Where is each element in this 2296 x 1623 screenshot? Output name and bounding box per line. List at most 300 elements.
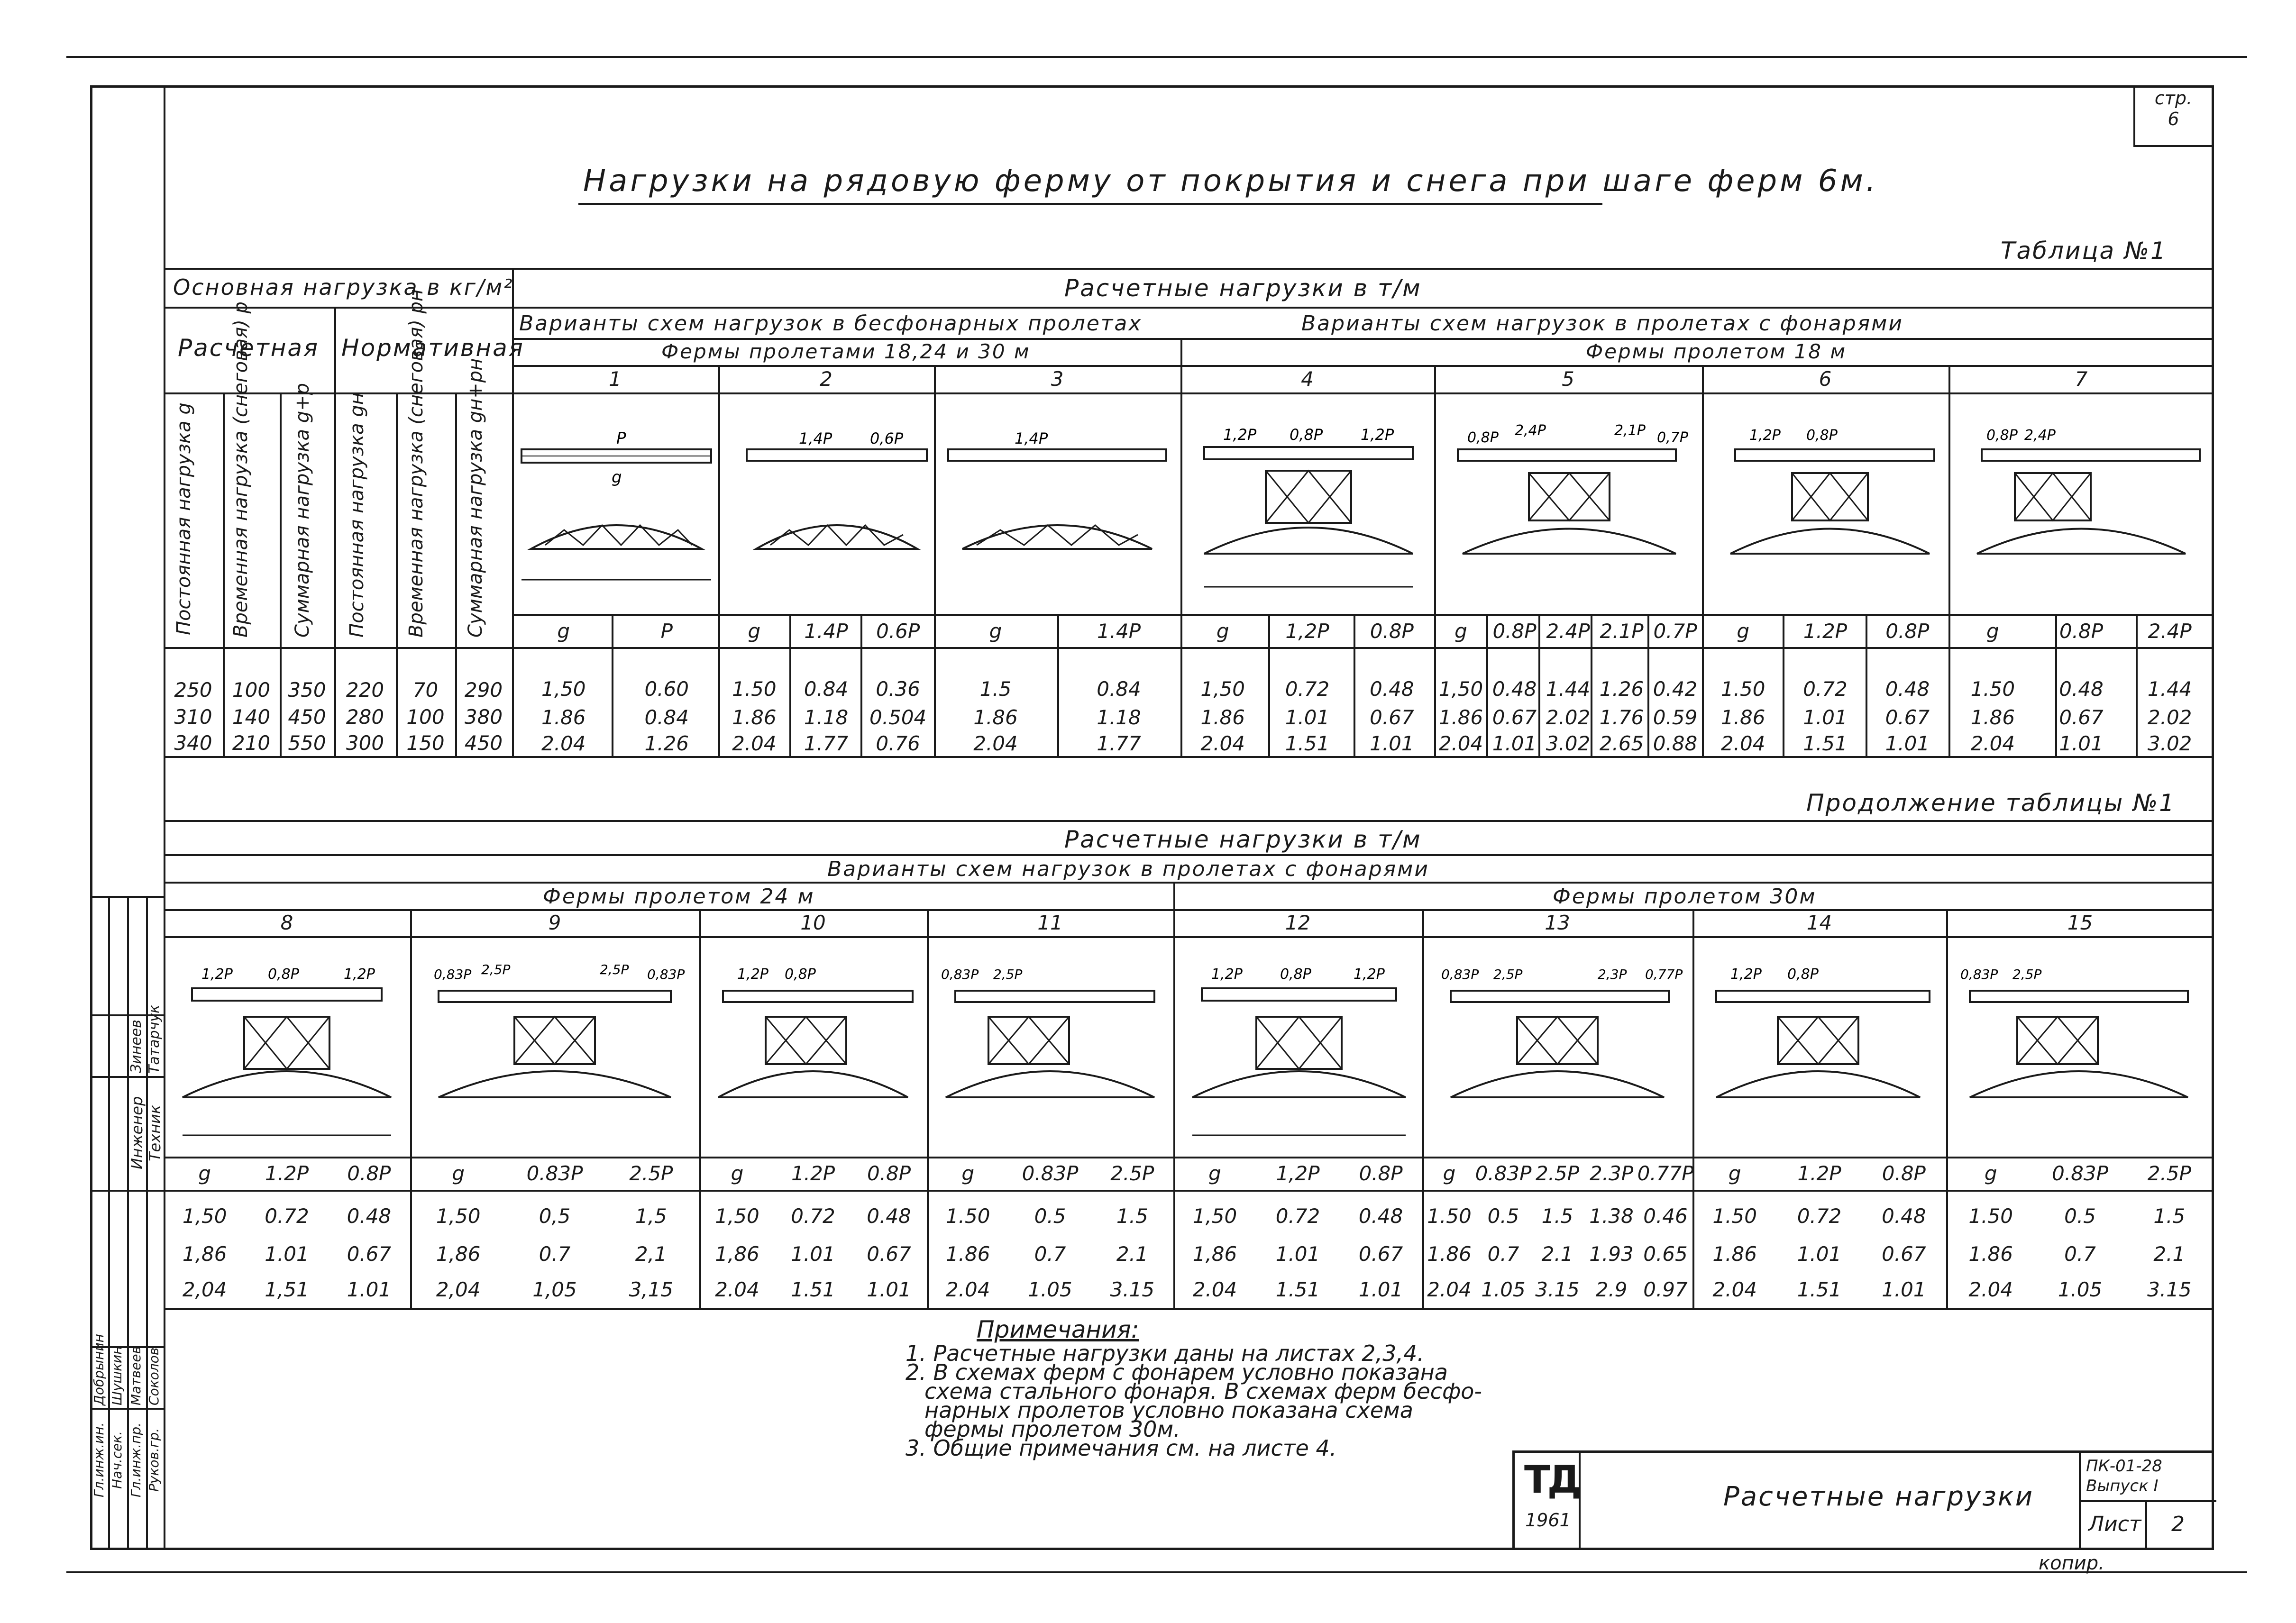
value-cell: 1.51 [1285, 731, 1330, 755]
base-cell: 250 [174, 678, 212, 702]
title-block [1512, 1450, 2214, 1550]
svg-text:1,2P: 1,2P [1354, 966, 1385, 983]
table-label: Таблица №1 [2001, 237, 2167, 264]
base-cell: 340 [174, 731, 212, 755]
value-cell: 1.86 [1720, 705, 1765, 729]
variant-num: 15 [2067, 911, 2093, 934]
value-header: 0.8P [347, 1161, 391, 1185]
trusses-18-header: Фермы пролетом 18 м [1586, 340, 1847, 363]
svg-text:2,4P: 2,4P [1515, 422, 1546, 439]
value-header: 0.6P [876, 619, 920, 643]
value-cell: 0.67 [347, 1242, 392, 1266]
svg-text:1,2P: 1,2P [1749, 427, 1781, 444]
value-cell: 0.48 [1370, 677, 1414, 701]
value-header: 2.5P [2147, 1161, 2191, 1185]
value-header: 0.83P [2052, 1161, 2108, 1185]
value-cell: 2.1 [1116, 1242, 1148, 1266]
variant-num: 3 [1051, 367, 1064, 391]
value-cell: 1,51 [265, 1277, 309, 1301]
value-cell: 1,50 [541, 677, 586, 701]
stamp-text: Добрынин [91, 1334, 107, 1405]
value-header: 2.3P [1589, 1161, 1634, 1185]
base-cell: 450 [288, 705, 326, 729]
svg-text:0,8P: 0,8P [1787, 966, 1819, 983]
value-cell: 0.48 [1358, 1204, 1403, 1228]
stamp-text: Матвеев [128, 1346, 144, 1405]
base-cell: 380 [464, 705, 503, 729]
value-cell: 0,5 [539, 1204, 571, 1228]
value-header: g [1443, 1161, 1456, 1185]
value-cell: 2.04 [1720, 731, 1765, 755]
svg-text:0,8P: 0,8P [268, 966, 299, 983]
stamp-text: Инженер [128, 1096, 146, 1170]
value-header: 0.8P [1882, 1161, 1926, 1185]
svg-text:1,4P: 1,4P [799, 429, 832, 447]
col-gp: Суммарная нагрузка g+p [292, 383, 313, 638]
truss-scheme-8 [164, 936, 410, 1157]
value-cell: 1.50 [1970, 677, 2015, 701]
value-cell: 1.01 [347, 1277, 392, 1301]
value-cell: 1.5 [979, 677, 1012, 701]
base-cell: 140 [232, 705, 271, 729]
value-cell: 1.5 [1541, 1204, 1573, 1228]
value-cell: 1.05 [2058, 1277, 2103, 1301]
value-header: g [731, 1161, 744, 1185]
value-cell: 1.01 [265, 1242, 309, 1266]
value-header: 2.1P [1600, 619, 1644, 643]
value-cell: 1.01 [1358, 1277, 1403, 1301]
value-header: 1.4P [1097, 619, 1141, 643]
stamp-text: Гл.инж.ин. [91, 1422, 107, 1498]
value-cell: 0.48 [1882, 1204, 1926, 1228]
note-line: 1. Расчетные нагрузки даны на листах 2,3,4. [906, 1340, 1424, 1366]
value-cell: 1.44 [2147, 677, 2192, 701]
value-cell: 0.7 [1034, 1242, 1066, 1266]
value-header: g [1737, 619, 1749, 643]
value-cell: 3.02 [1546, 731, 1591, 755]
value-cell: 0.76 [876, 731, 920, 755]
variant-num: 4 [1301, 367, 1314, 391]
value-header: 0.8P [2059, 619, 2104, 643]
value-cell: 0.7 [2064, 1242, 2096, 1266]
value-cell: 1,50 [436, 1204, 481, 1228]
variant-num: 6 [1819, 367, 1832, 391]
design-header: Расчетная [178, 334, 320, 362]
value-cell: 1.01 [1492, 731, 1537, 755]
svg-text:0,8P: 0,8P [1280, 966, 1311, 983]
value-cell: 1,50 [1200, 677, 1245, 701]
variant-num: 7 [2075, 367, 2088, 391]
value-header: 2.5P [629, 1161, 673, 1185]
svg-text:0,6P: 0,6P [870, 429, 904, 447]
note-line: 3. Общие примечания см. на листе 4. [906, 1435, 1337, 1461]
value-header: 0.8P [1370, 619, 1414, 643]
variants-no-lantern-header: Варианты схем нагрузок в бесфонарных пролетах [519, 311, 1143, 336]
base-cell: 310 [174, 705, 212, 729]
value-cell: 1.50 [1968, 1204, 2013, 1228]
stamp-text: Шушкин [109, 1346, 125, 1405]
value-cell: 0.88 [1653, 731, 1698, 755]
value-cell: 1.86 [1970, 705, 2015, 729]
value-header: 0.8P [867, 1161, 911, 1185]
value-cell: 0.65 [1643, 1242, 1688, 1266]
value-cell: 1.86 [1427, 1242, 1472, 1266]
value-header: 0.83P [526, 1161, 583, 1185]
value-header: g [748, 619, 761, 643]
value-header: g [1728, 1161, 1741, 1185]
value-cell: 1.77 [1097, 731, 1141, 755]
truss-scheme-3 [934, 392, 1180, 614]
value-cell: 1.05 [1028, 1277, 1072, 1301]
svg-text:2,5P: 2,5P [993, 967, 1023, 982]
value-cell: 1.44 [1546, 677, 1591, 701]
value-header: g [1986, 619, 1999, 643]
value-cell: 1.50 [1720, 677, 1765, 701]
value-cell: 0.7 [1487, 1242, 1519, 1266]
value-cell: 2.04 [1970, 731, 2015, 755]
value-cell: 2.04 [973, 731, 1018, 755]
svg-text:0,8P: 0,8P [1986, 427, 2018, 444]
value-cell: 1.5 [1116, 1204, 1148, 1228]
value-cell: 1,86 [436, 1242, 481, 1266]
svg-text:0,8P: 0,8P [1806, 427, 1838, 444]
base-cell: 150 [406, 731, 445, 755]
value-cell: 2.04 [1200, 731, 1245, 755]
value-header: 2.4P [2148, 619, 2192, 643]
outer-top-line [66, 56, 2247, 58]
value-header: g [1984, 1161, 1997, 1185]
value-header: 1.2P [1797, 1161, 1841, 1185]
variant-num: 10 [800, 911, 826, 934]
value-cell: 1,05 [532, 1277, 577, 1301]
value-cell: 1.86 [541, 705, 586, 729]
sheet-label: Лист [2088, 1512, 2141, 1536]
value-cell: 1,86 [182, 1242, 227, 1266]
value-cell: 1.86 [1200, 705, 1245, 729]
value-cell: 1.86 [973, 705, 1018, 729]
value-cell: 2,04 [436, 1277, 481, 1301]
base-cell: 100 [232, 678, 271, 702]
copy-note: копир. [2039, 1552, 2104, 1574]
variant-num: 1 [609, 367, 622, 391]
variant-num: 8 [280, 911, 293, 934]
value-header: 1.2P [791, 1161, 835, 1185]
variant-num: 12 [1285, 911, 1311, 934]
svg-text:1,2P: 1,2P [201, 966, 233, 983]
value-cell: 2.9 [1595, 1277, 1628, 1301]
value-cell: 2.04 [1968, 1277, 2013, 1301]
value-cell: 1.86 [945, 1242, 990, 1266]
value-header: 1,2P [1285, 619, 1329, 643]
stamp-text: Техник [146, 1104, 164, 1161]
value-header: g [1208, 1161, 1221, 1185]
value-cell: 0.36 [876, 677, 920, 701]
value-cell: 1,50 [1438, 677, 1483, 701]
value-cell: 0.46 [1643, 1204, 1688, 1228]
value-cell: 1.05 [1481, 1277, 1526, 1301]
design-loads-header-2: Расчетные нагрузки в т/м [1064, 826, 1422, 853]
svg-text:2,5P: 2,5P [2012, 967, 2042, 982]
value-cell: 0.67 [867, 1242, 911, 1266]
page-title: Нагрузки на рядовую ферму от покрытия и снега при шаге ферм 6м. [583, 164, 1879, 199]
base-cell: 280 [346, 705, 384, 729]
value-cell: 3.15 [1110, 1277, 1155, 1301]
value-header: g [1216, 619, 1229, 643]
value-cell: 2.04 [1192, 1277, 1237, 1301]
stamp-text: Нач.сек. [109, 1431, 125, 1489]
note-line: фермы пролетом 30м. [924, 1416, 1180, 1442]
value-cell: 0.72 [1803, 677, 1848, 701]
value-cell: 3.15 [1535, 1277, 1580, 1301]
truss-scheme-12 [1173, 936, 1422, 1157]
value-cell: 2,04 [182, 1277, 227, 1301]
value-cell: 0.59 [1653, 705, 1698, 729]
value-cell: 0.5 [1034, 1204, 1066, 1228]
svg-text:1,2P: 1,2P [1730, 966, 1762, 983]
value-cell: 1.76 [1599, 705, 1644, 729]
base-cell: 350 [288, 678, 326, 702]
value-cell: 0.84 [644, 705, 689, 729]
truss-scheme-14 [1692, 936, 1946, 1157]
base-load-header: Основная нагрузка в кг/м² [173, 274, 514, 300]
value-header: 1.2P [1803, 619, 1848, 643]
value-header: 0.8P [1359, 1161, 1403, 1185]
notes [906, 1316, 1482, 1461]
truss-scheme-7 [1948, 392, 2214, 614]
value-cell: 0.504 [869, 705, 927, 729]
page-number: 6 [2168, 109, 2179, 129]
value-cell: 2.65 [1599, 731, 1644, 755]
value-header: 0.8P [1885, 619, 1930, 643]
svg-text:0,83P: 0,83P [1960, 967, 1998, 982]
svg-text:1,2P: 1,2P [1223, 426, 1257, 444]
drawing-code: ПК-01-28 [2086, 1457, 2162, 1476]
value-cell: 0.7 [539, 1242, 571, 1266]
value-cell: 1.50 [945, 1204, 990, 1228]
base-cell: 100 [406, 705, 445, 729]
variant-num: 13 [1545, 911, 1570, 934]
value-cell: 1.5 [2153, 1204, 2186, 1228]
svg-text:1,2P: 1,2P [737, 966, 768, 983]
value-cell: 2.04 [945, 1277, 990, 1301]
variant-num: 11 [1037, 911, 1063, 934]
value-cell: 1.01 [791, 1242, 835, 1266]
truss-scheme-5 [1434, 392, 1702, 614]
value-cell: 1.77 [804, 731, 849, 755]
svg-text:0,77P: 0,77P [1645, 967, 1683, 982]
col-g: Постоянная нагрузка g [173, 402, 195, 636]
base-cell: 210 [232, 731, 271, 755]
truss-scheme-10 [699, 936, 927, 1157]
value-header: 2.4P [1546, 619, 1590, 643]
value-cell: 2.1 [2153, 1242, 2186, 1266]
svg-text:1,2P: 1,2P [344, 966, 375, 983]
design-loads-header: Расчетные нагрузки в т/м [1064, 274, 1422, 302]
value-cell: 2.04 [1712, 1277, 1757, 1301]
value-header: 1.4P [804, 619, 848, 643]
value-cell: 1.51 [1797, 1277, 1842, 1301]
value-cell: 0.48 [347, 1204, 392, 1228]
value-header: 2.5P [1535, 1161, 1580, 1185]
value-cell: 2.02 [1546, 705, 1591, 729]
value-header: g [198, 1161, 211, 1185]
truss-scheme-9 [410, 936, 699, 1157]
svg-text:0,8P: 0,8P [1290, 426, 1323, 444]
value-cell: 0.42 [1653, 677, 1698, 701]
value-cell: 3.02 [2147, 731, 2192, 755]
value-cell: 0.48 [1885, 677, 1930, 701]
trusses-18-24-30-header: Фермы пролетами 18,24 и 30 м [661, 340, 1031, 363]
value-cell: 1.18 [1097, 705, 1141, 729]
variant-num: 14 [1806, 911, 1832, 934]
value-cell: 3.15 [2147, 1277, 2192, 1301]
value-cell: 0.84 [1097, 677, 1141, 701]
value-cell: 1.86 [1712, 1242, 1757, 1266]
stamp-text: Соколов [146, 1347, 162, 1405]
value-header: g [452, 1161, 465, 1185]
value-cell: 2.04 [1427, 1277, 1472, 1301]
value-cell: 0.67 [1885, 705, 1930, 729]
base-cell: 290 [464, 678, 503, 702]
svg-text:0,8P: 0,8P [1467, 429, 1499, 446]
svg-text:0,83P: 0,83P [647, 967, 685, 982]
base-cell: 220 [346, 678, 384, 702]
base-cell: 450 [464, 731, 503, 755]
value-cell: 0.97 [1643, 1277, 1688, 1301]
normative-header: Нормативная [341, 334, 524, 362]
value-cell: 1.01 [1285, 705, 1330, 729]
base-cell: 70 [412, 678, 439, 702]
value-header: g [557, 619, 570, 643]
value-header: 0.7P [1653, 619, 1697, 643]
value-cell: 0.72 [265, 1204, 309, 1228]
value-cell: 0.84 [804, 677, 849, 701]
value-cell: 1,50 [182, 1204, 227, 1228]
value-cell: 1.51 [1275, 1277, 1320, 1301]
value-cell: 2.1 [1541, 1242, 1573, 1266]
value-header: 1.2P [265, 1161, 309, 1185]
value-cell: 1.18 [804, 705, 849, 729]
svg-text:1,4P: 1,4P [1015, 429, 1048, 447]
sheet-number: 2 [2171, 1512, 2185, 1536]
stamp-text: Руков.гр. [146, 1428, 162, 1492]
outer-bottom-line [66, 1571, 2247, 1573]
top-table [164, 268, 2214, 756]
value-cell: 0.67 [1492, 705, 1537, 729]
col-p: Временная нагрузка (снеговая) p [230, 301, 252, 638]
variant-num: 2 [820, 367, 832, 391]
stamp-text: Гл.инж.пр. [128, 1422, 144, 1498]
notes-heading: Примечания: [977, 1316, 1139, 1343]
truss-scheme-15 [1946, 936, 2214, 1157]
issue: Выпуск I [2086, 1477, 2159, 1495]
value-cell: 1,50 [715, 1204, 759, 1228]
svg-text:2,5P: 2,5P [600, 962, 629, 977]
value-cell: 0.72 [791, 1204, 835, 1228]
value-cell: 1,86 [1192, 1242, 1237, 1266]
note-line: схема стального фонаря. В схемах ферм бесфо- [924, 1378, 1482, 1404]
value-cell: 1.01 [1803, 705, 1848, 729]
base-cell: 300 [346, 731, 384, 755]
value-cell: 2.02 [2147, 705, 2192, 729]
value-cell: 1.01 [1885, 731, 1930, 755]
truss-scheme-2 [718, 392, 934, 614]
value-cell: 1.01 [867, 1277, 911, 1301]
value-cell: 0.60 [644, 677, 689, 701]
value-cell: 0.48 [2059, 677, 2104, 701]
svg-text:2,5P: 2,5P [1493, 967, 1523, 982]
value-cell: 0.5 [2064, 1204, 2096, 1228]
trusses-24-header: Фермы пролетом 24 м [543, 884, 815, 909]
value-cell: 2.04 [541, 731, 586, 755]
value-cell: 0.67 [2059, 705, 2104, 729]
value-cell: 2.04 [1438, 731, 1483, 755]
value-header: 0.77P [1637, 1161, 1694, 1185]
svg-text:0,7P: 0,7P [1657, 429, 1688, 446]
value-cell: 0.67 [1370, 705, 1414, 729]
value-cell: 0.48 [867, 1204, 911, 1228]
value-cell: 1.38 [1589, 1204, 1634, 1228]
value-cell: 1,86 [715, 1242, 759, 1266]
truss-scheme-6 [1702, 392, 1948, 614]
value-cell: 1.01 [1370, 731, 1414, 755]
svg-text:2,4P: 2,4P [2024, 427, 2056, 444]
stamp-text: Татарчук [146, 1004, 163, 1074]
value-cell: 3,15 [629, 1277, 674, 1301]
title-underline [578, 203, 1602, 205]
value-cell: 1.93 [1589, 1242, 1634, 1266]
col-gn: Постоянная нагрузка gн [346, 392, 368, 638]
stamp-text: Зинеев [128, 1020, 145, 1073]
value-cell: 1.26 [644, 731, 689, 755]
note-line: нарных пролетов условно показана схема [924, 1397, 1413, 1423]
svg-text:1,2P: 1,2P [1361, 426, 1394, 444]
value-cell: 1,50 [1192, 1204, 1237, 1228]
value-cell: 1.86 [1968, 1242, 2013, 1266]
svg-text:2,5P: 2,5P [481, 962, 511, 977]
value-cell: 1.01 [1797, 1242, 1842, 1266]
truss-scheme-13 [1422, 936, 1692, 1157]
svg-text:2,3P: 2,3P [1598, 967, 1627, 982]
variants-lantern-header-2: Варианты схем нагрузок в пролетах с фонарями [827, 857, 1429, 881]
value-cell: 2,1 [635, 1242, 667, 1266]
truss-scheme-4 [1180, 392, 1434, 614]
value-cell: 1.01 [1882, 1277, 1926, 1301]
value-header: g [989, 619, 1002, 643]
svg-text:0,83P: 0,83P [434, 967, 472, 982]
logo: ТД [1524, 1458, 1578, 1502]
bottom-table [164, 820, 2214, 1308]
value-cell: 0.67 [1358, 1242, 1403, 1266]
side-stamp [90, 896, 164, 1550]
value-cell: 1.01 [1275, 1242, 1320, 1266]
page-number-box [2133, 88, 2212, 147]
value-cell: 1.86 [732, 705, 777, 729]
value-header: 2.5P [1110, 1161, 1154, 1185]
value-cell: 0.72 [1275, 1204, 1320, 1228]
svg-text:0,83P: 0,83P [941, 967, 979, 982]
value-cell: 1.50 [1712, 1204, 1757, 1228]
svg-text:1,2P: 1,2P [1211, 966, 1243, 983]
trusses-30-header: Фермы пролетом 30м [1553, 884, 1817, 909]
svg-text:0,8P: 0,8P [785, 966, 816, 983]
value-cell: 1.50 [1427, 1204, 1472, 1228]
value-cell: 1.51 [791, 1277, 835, 1301]
base-cell: 550 [288, 731, 326, 755]
svg-text:0,83P: 0,83P [1441, 967, 1479, 982]
page-label: стр. [2154, 88, 2193, 109]
continuation-label: Продолжение таблицы №1 [1806, 789, 2176, 817]
